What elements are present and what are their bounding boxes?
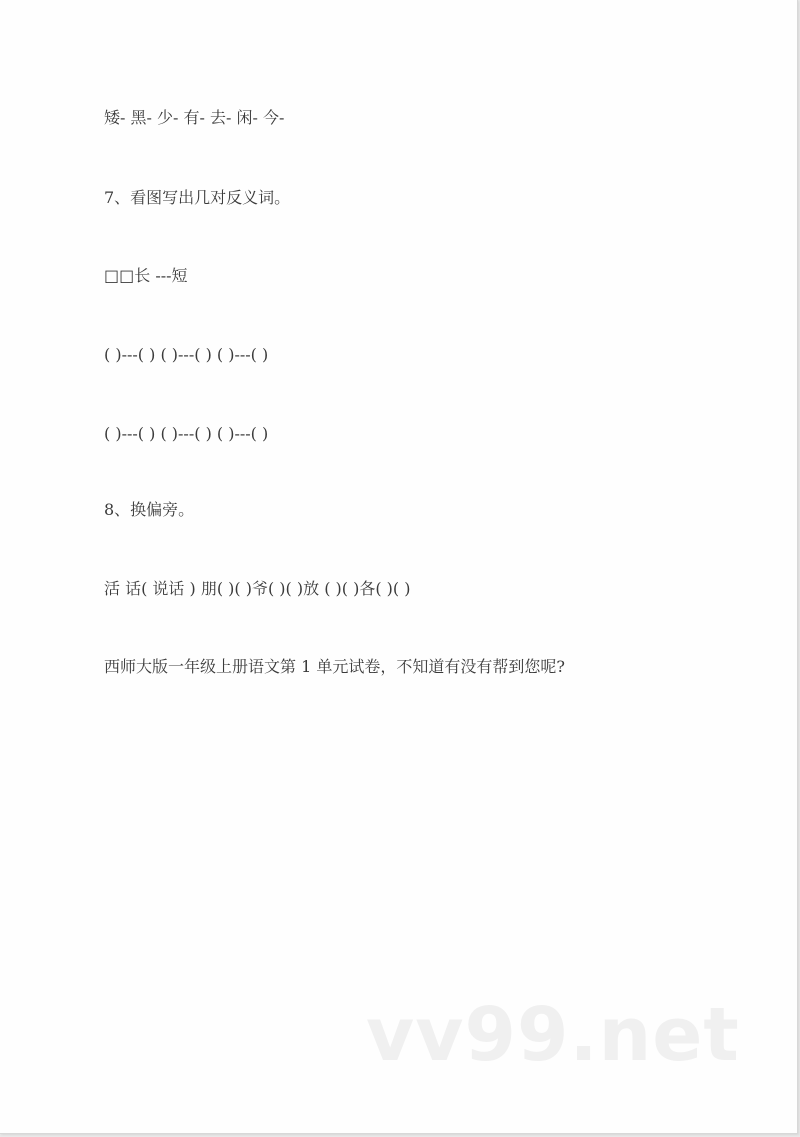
closing-remark: 西师大版一年级上册语文第 1 单元试卷，不知道有没有帮到您呢? [104,657,565,676]
radical-swap-line: 活 话( 说话 ) 朋( )( )爷( )( )放 ( )( )各( )( ) [104,579,411,598]
antonym-characters-line: 矮- 黑- 少- 有- 去- 闲- 今- [104,108,285,127]
question-8-heading: 8、换偏旁。 [104,500,195,519]
question-7-heading: 7、看图写出几对反义词。 [104,188,291,207]
antonym-blanks-row-1: ( )---( ) ( )---( ) ( )---( ) [104,345,269,364]
antonym-blanks-row-2: ( )---( ) ( )---( ) ( )---( ) [104,424,269,443]
watermark: vv99.net [366,992,740,1078]
antonym-example-line: □□长 ---短 [104,266,188,285]
